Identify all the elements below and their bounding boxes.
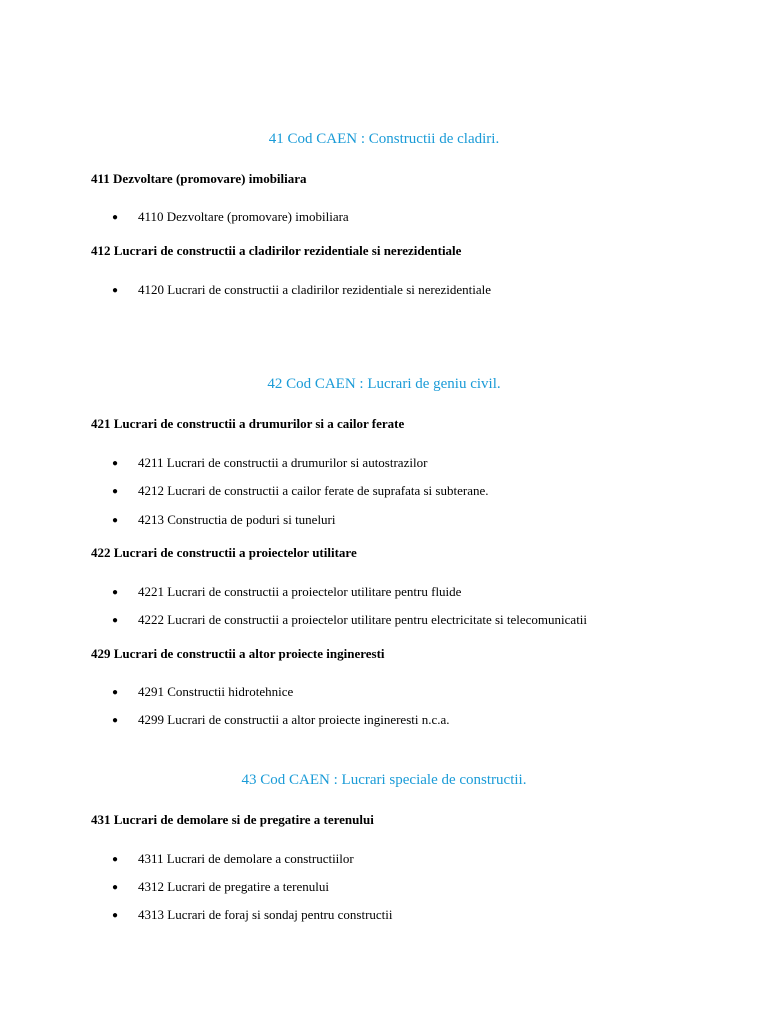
group-heading-411: 411 Dezvoltare (promovare) imobiliara bbox=[91, 171, 307, 186]
list-item-4212 bbox=[112, 483, 488, 499]
group-heading-429: 429 Lucrari de constructii a altor proiecte ingineresti bbox=[91, 646, 385, 661]
bullet-icon: ● bbox=[112, 212, 119, 223]
bullet-icon: ● bbox=[112, 615, 119, 626]
list-item-text: 4212 Lucrari de constructii a cailor ferate de suprafata si subterane. bbox=[138, 483, 489, 498]
list-item-4313 bbox=[112, 907, 393, 923]
group-heading-422: 422 Lucrari de constructii a proiectelor utilitare bbox=[91, 545, 357, 560]
list-item-4221 bbox=[112, 584, 461, 600]
list-item-text: 4222 Lucrari de constructii a proiectelor utilitare pentru electricitate si telecomunicatii bbox=[138, 612, 588, 627]
group-heading-421: 421 Lucrari de constructii a drumurilor si a cailor ferate bbox=[91, 416, 405, 431]
bullet-icon: ● bbox=[112, 854, 119, 865]
section-title-41: 41 Cod CAEN : Constructii de cladiri. bbox=[268, 131, 500, 147]
list-item-text: 4221 Lucrari de constructii a proiectelor utilitare pentru fluide bbox=[138, 584, 462, 599]
list-item-4110 bbox=[112, 209, 349, 225]
list-item-text: 4211 Lucrari de constructii a drumurilor si autostrazilor bbox=[138, 455, 428, 470]
bullet-icon: ● bbox=[112, 285, 119, 296]
bullet-icon: ● bbox=[112, 486, 119, 497]
list-item-text: 4110 Dezvoltare (promovare) imobiliara bbox=[138, 209, 349, 224]
list-item-text: 4313 Lucrari de foraj si sondaj pentru constructii bbox=[138, 907, 393, 922]
list-item-text: 4311 Lucrari de demolare a constructiilor bbox=[138, 851, 354, 866]
list-item-text: 4312 Lucrari de pregatire a terenului bbox=[138, 879, 329, 894]
group-heading-431: 431 Lucrari de demolare si de pregatire a terenului bbox=[91, 812, 374, 827]
list-item-4291 bbox=[112, 684, 293, 700]
bullet-icon: ● bbox=[112, 910, 119, 921]
list-item-4312 bbox=[112, 879, 329, 895]
bullet-icon: ● bbox=[112, 458, 119, 469]
list-item-text: 4291 Constructii hidrotehnice bbox=[138, 684, 294, 699]
section-title-43: 43 Cod CAEN : Lucrari speciale de constructii. bbox=[241, 772, 527, 788]
section-title-42: 42 Cod CAEN : Lucrari de geniu civil. bbox=[267, 376, 501, 392]
list-item-4120 bbox=[112, 282, 491, 298]
bullet-icon: ● bbox=[112, 587, 119, 598]
list-item-4311 bbox=[112, 851, 354, 867]
list-item-4213 bbox=[112, 512, 336, 528]
list-item-4211 bbox=[112, 455, 427, 471]
bullet-icon: ● bbox=[112, 687, 119, 698]
list-item-4222 bbox=[112, 612, 587, 628]
list-item-text: 4213 Constructia de poduri si tuneluri bbox=[138, 512, 336, 527]
group-heading-412: 412 Lucrari de constructii a cladirilor rezidentiale si nerezidentiale bbox=[91, 243, 462, 258]
list-item-4299 bbox=[112, 712, 450, 728]
list-item-text: 4120 Lucrari de constructii a cladirilor rezidentiale si nerezidentiale bbox=[138, 282, 492, 297]
bullet-icon: ● bbox=[112, 715, 119, 726]
bullet-icon: ● bbox=[112, 882, 119, 893]
list-item-text: 4299 Lucrari de constructii a altor proiecte ingineresti n.c.a. bbox=[138, 712, 450, 727]
bullet-icon: ● bbox=[112, 515, 119, 526]
